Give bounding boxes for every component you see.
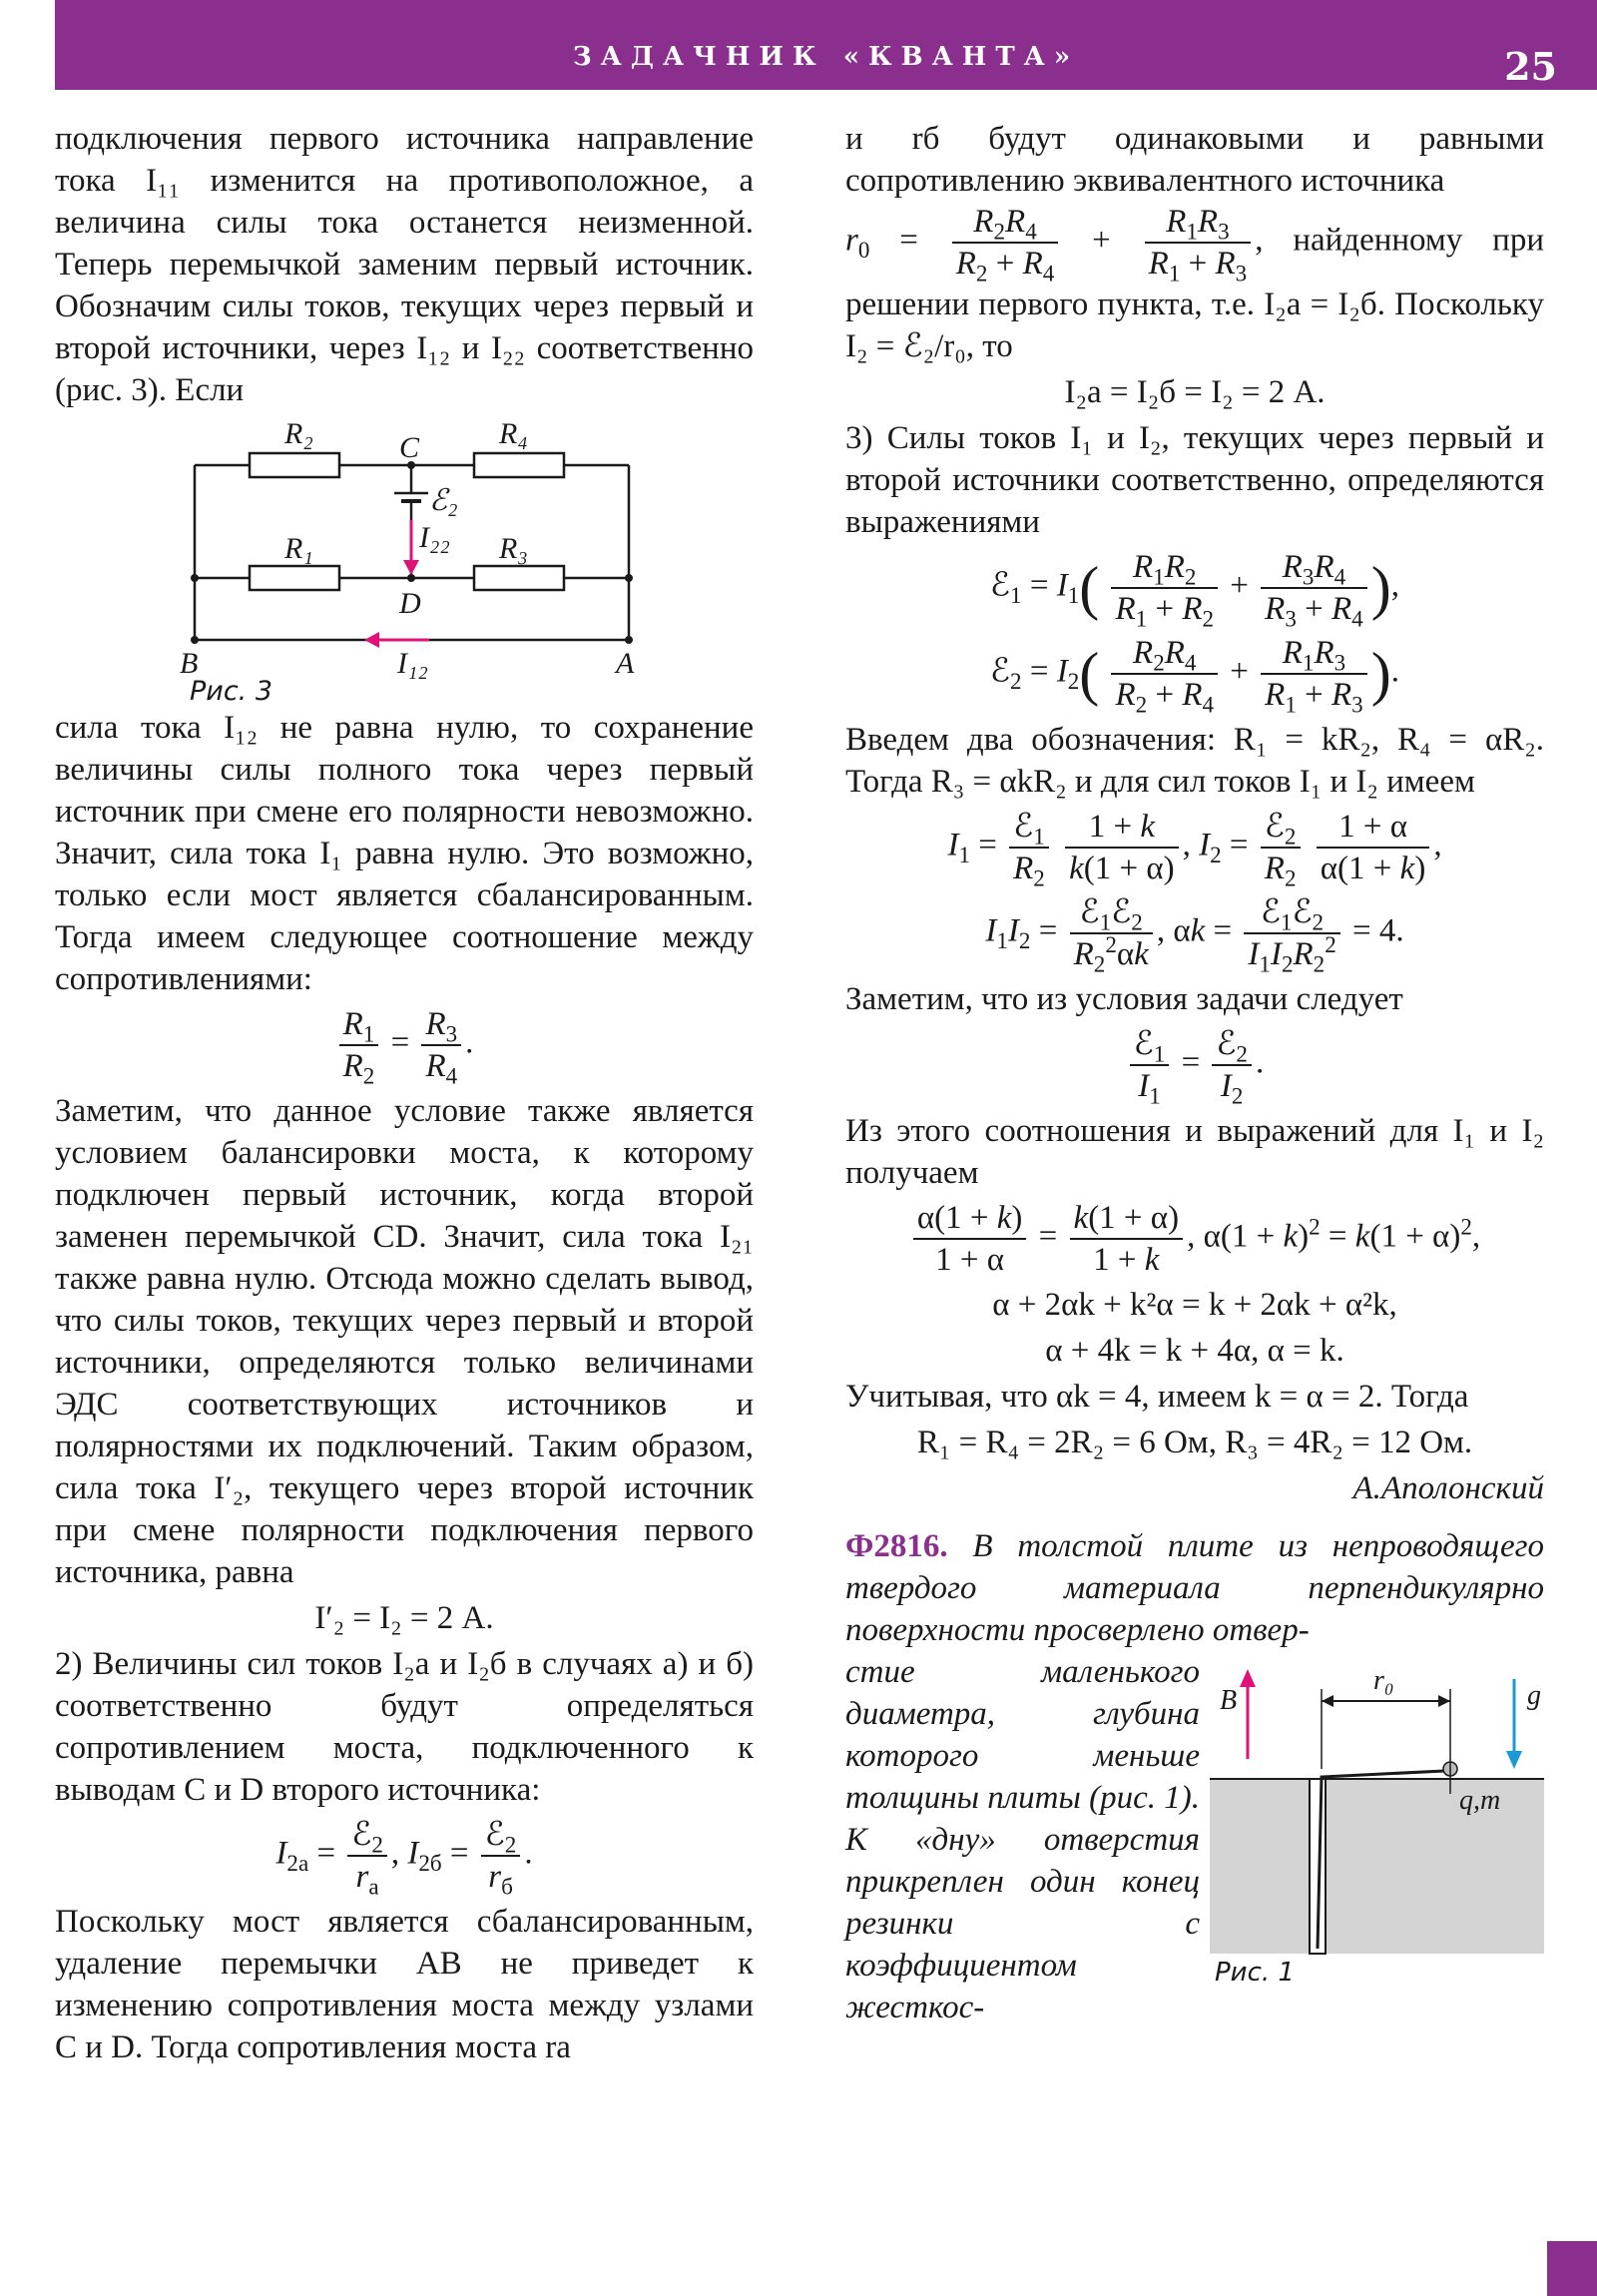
left-paragraph-4: 2) Величины сил токов I₂а и I₂б в случаях а) и б) соответственно будут определяться сопротивлением моста, подключенного к выводам C и D второго источника: [55, 1646, 754, 1808]
author-signature: А.Аполонский [1352, 1470, 1544, 1506]
fig1-caption: Рис. 1 [1215, 1958, 1295, 1988]
equation-i2-prime: I′₂ = I₂ = 2 А. [314, 1600, 494, 1636]
fig1-label-g: g [1527, 1680, 1541, 1711]
right-column [845, 118, 1544, 2028]
fig1-label-b: B [1220, 1685, 1238, 1716]
page-header [55, 0, 1597, 90]
journal-section-title: ЗАДАЧНИК «КВАНТА» [572, 42, 1080, 72]
fig3-caption: Рис. 3 [190, 676, 273, 705]
right-paragraph-4: Заметим, что из условия задачи следует [845, 981, 1403, 1017]
problem-text-a: В толстой плите из непроводящего твердого материала перпендикулярно поверхности просверлено отвер- [845, 1528, 1544, 1648]
right-paragraph-3: Введем два обозначения: R₁ = kR₂, R₄ = αR₂. Тогда R₃ = αkR₂ и для сил токов I₁ и I₂ имеем [845, 722, 1544, 800]
left-paragraph-3: Заметим, что данное условие также является условием балансировки моста, к которому подключен первый источник, когда второй заменен перемычкой CD. Значит, сила тока I₂₁ также равна нулю. Отсюда можно сделать вывод, что силы токов, текущих через первый и второй источники, определяются только величинами ЭДС соответствующих источников и полярностями их подключений. Таким образом, сила тока I′₂, текущего через второй источник при смене полярности подключения первого источника, равна [55, 1093, 754, 1590]
page-corner-tab [1547, 2241, 1597, 2296]
equation-e1: ℰ$_1$ = $I_1$( $\frac{R_1R_2}{R_1 + R_2}$ + $\frac{R_3R_4}{R_3 + R_4}$ ), [990, 549, 1399, 632]
right-paragraph-5: Из этого соотношения и выражений для I₁ и I₂ получаем [845, 1113, 1544, 1191]
left-column [55, 118, 754, 2068]
label-i12: I₁₂ [397, 647, 428, 680]
page-number: 25 [1504, 44, 1557, 89]
figure-1-container [1210, 1659, 1544, 2000]
equation-product: $I_1I_2$ = $\frac{ℰ_1ℰ_2}{R_2^2\alpha k}$ , αk = $\frac{ℰ_1ℰ_2}{I_1I_2R_2^2}$ = 4. [985, 894, 1404, 977]
left-paragraph-2: сила тока I₁₂ не равна нулю, то сохранение величины силы полного тока через первый источник при смене его полярности невозможно. Значит, сила тока I₁ равна нулю. Это возможно, только если мост является сбалансированным. Тогда имеем следующее соотношение между сопротивлениями: [55, 710, 754, 997]
label-r4: R₄ [499, 417, 528, 450]
equation-i1-i2: $I_1$ = $\frac{ℰ_1}{R_2}$ $\frac{1 + k}{k(1 + \alpha)}$ , $I_2$ = $\frac{ℰ_2}{R_2}$ $\frac{1 + \alpha}{\alpha(1 + k)}$ , [947, 809, 1442, 891]
equation-i2a-equal: I₂а = I₂б = I₂ = 2 А. [1064, 374, 1326, 410]
plate-figure-1 [1210, 1659, 1544, 1989]
left-paragraph-1: подключения первого источника направление тока I₁₁ изменится на противоположное, а величина силы тока останется неизменной. Теперь перемычкой заменим первый источник. Обозначим силы токов, текущих через первый и второй источники, через I₁₂ и I₂₂ соответственно (рис. 3). Если [55, 121, 754, 408]
problem-text-b: стие маленького диаметра, глубина которого меньше толщины плиты (рис. 1). К «дну» отверстия прикреплен один конец резинки с коэффициентом жесткос- [845, 1654, 1200, 2025]
equation-i2a-i2b: $I_{2а}$ = $\frac{ℰ_2}{r_а}$ , $I_{2б}$ = $\frac{ℰ_2}{r_б}$ . [275, 1817, 533, 1900]
equation-final: R₁ = R₄ = 2R₂ = 6 Ом, R₃ = 4R₂ = 12 Ом. [916, 1425, 1473, 1460]
label-r1: R₁ [284, 532, 313, 565]
problem-number: Ф2816. [845, 1528, 948, 1564]
label-b: B [180, 647, 199, 680]
right-paragraph-1b: $r_0$ = $\frac{R_2R_4}{R_2 + R_4}$ + $\frac{R_1R_3}{R_1 + R_3}$ , найденному при решении первого пункта, т.е. I₂а = I₂б. Поскольку I₂ = ℰ₂/r₀, то [845, 204, 1544, 364]
equation-e2: ℰ$_2$ = $I_2$( $\frac{R_2R_4}{R_2 + R_4}$ + $\frac{R_1R_3}{R_1 + R_3}$ ). [990, 635, 1399, 718]
fig1-label-qm: q,m [1459, 1785, 1501, 1816]
right-paragraph-1a: и rб будут одинаковыми и равными сопротивлению эквивалентного источника [845, 121, 1544, 199]
equation-simplify: α + 4k = k + 4α, α = k. [1045, 1333, 1344, 1369]
right-paragraph-6: Учитывая, что αk = 4, имеем k = α = 2. Тогда [845, 1379, 1469, 1415]
label-d: D [399, 587, 421, 620]
problem-intro [845, 1525, 1544, 1651]
circuit-figure-3 [55, 415, 754, 705]
equation-bridge-balance: $\frac{R_1}{R_2}$ = $\frac{R_3}{R_4}$ . [55, 1004, 754, 1086]
label-a: A [616, 647, 635, 680]
right-paragraph-2: 3) Силы токов I₁ и I₂, текущих через первый и второй источники соответственно, определяются выражениями [845, 420, 1544, 540]
label-r3: R₃ [499, 532, 528, 565]
fig1-label-r0: r₀ [1373, 1665, 1394, 1696]
equation-alpha-k: $\frac{\alpha(1 + k)}{1 + \alpha}$ = $\frac{k(1 + \alpha)}{1 + k}$ , $\alpha(1 + k)^2 = k(1 + \alpha)^2$, [845, 1198, 1544, 1280]
label-e2: ℰ₂ [429, 484, 458, 517]
right-paragraph-1b-text: , найденному при решении первого пункта, т.е. I₂а = I₂б. Поскольку I₂ = ℰ₂/r₀, то [845, 222, 1544, 364]
equation-expand: α + 2αk + k²α = k + 2αk + α²k, [992, 1287, 1397, 1323]
label-i22: I₂₂ [419, 521, 450, 554]
label-c: C [399, 431, 420, 464]
left-paragraph-5: Поскольку мост является сбалансированным, удаление перемычки AB не приведет к изменению сопротивления моста между узлами C и D. Тогда сопротивления моста rа [55, 1904, 754, 2065]
equation-ratio: $\frac{ℰ_1}{I_1}$ = $\frac{ℰ_2}{I_2}$ . [845, 1024, 1544, 1106]
label-r2: R₂ [284, 417, 313, 450]
